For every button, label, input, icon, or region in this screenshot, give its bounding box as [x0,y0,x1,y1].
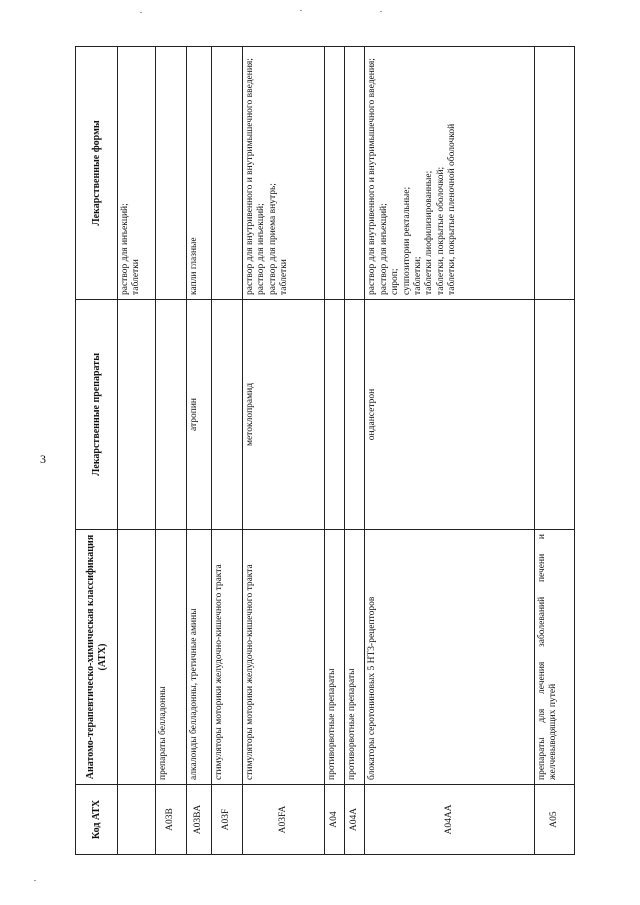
cell-code [118,785,156,855]
cell-forms [118,47,156,300]
cell-classification: противорвотные препараты [345,530,365,785]
cell-forms [211,47,242,300]
cell-code: A05 [534,785,574,855]
cell-classification: стимуляторы моторики желудочно-кишечного тракта [242,530,324,785]
form-item: раствор для внутривенного и внутримышечного введения; [244,58,255,295]
cell-classification: препараты белладонны [155,530,186,785]
cell-code: A03B [155,785,186,855]
cell-drug [345,300,365,530]
rotated-table-container [75,47,575,855]
form-item: раствор для инъекций; [378,203,389,295]
cell-forms [365,47,534,300]
cell-code: A03BA [187,785,212,855]
cell-forms [534,47,574,300]
table-row [365,47,534,855]
form-item: таблетки, покрытые оболочкой; [435,166,446,295]
header-code: Код АТХ [76,785,118,855]
cell-drug [155,300,186,530]
form-item: раствор для инъекций; [256,203,267,295]
form-item: раствор для приема внутрь; [267,183,278,295]
form-item: суппозитории ректальные; [401,186,412,295]
form-item: таблетки; [412,256,423,295]
cell-drug [534,300,574,530]
cell-drug [325,300,345,530]
cell-forms [325,47,345,300]
cell-classification: стимуляторы моторики желудочно-кишечного тракта [211,530,242,785]
table-row [345,47,365,855]
cell-drug: метоклопрамид [242,300,324,530]
cell-forms [187,47,212,300]
cell-classification [118,530,156,785]
cell-classification: препараты для лечения заболеваний печени и желчевыводящих путей [534,530,574,785]
cell-drug: атропин [187,300,212,530]
table-row [187,47,212,855]
table-row [325,47,345,855]
cell-classification: алкалоиды белладонны, третичные амины [187,530,212,785]
header-classification: Анатомо-терапевтическо-химическая классификация (АТХ) [76,530,118,785]
form-item: таблетки, покрытые пленочной оболочкой [447,123,458,295]
form-item: таблетки [278,259,289,295]
header-forms: Лекарственные формы [76,47,118,300]
form-item: таблетки лиофилизированные; [424,170,435,295]
cell-code: A03F [211,785,242,855]
cell-code: A04 [325,785,345,855]
cell-forms [345,47,365,300]
table-row [211,47,242,855]
page-number: 3 [40,452,46,466]
cell-classification: блокаторы серотониновых 5 HT3-рецепторов [365,530,534,785]
form-item: сироп; [390,268,401,295]
cell-drug: ондансетрон [365,300,534,530]
table-row [242,47,324,855]
cell-code: A04A [345,785,365,855]
table-row [155,47,186,855]
form-item: капли глазные [189,237,200,295]
form-item: таблетки [131,259,142,295]
table-row [534,47,574,855]
form-item: раствор для инъекций; [120,203,130,295]
cell-code: A04AA [365,785,534,855]
cell-classification: противорвотные препараты [325,530,345,785]
table-header-row [76,47,118,855]
table-row [118,47,156,855]
cell-drug [118,300,156,530]
header-drugs: Лекарственные препараты [76,300,118,530]
cell-forms [242,47,324,300]
cell-forms [155,47,186,300]
atc-drug-table [75,46,575,855]
form-item: раствор для внутривенного и внутримышечного введения; [367,58,378,295]
cell-code: A03FA [242,785,324,855]
cell-drug [211,300,242,530]
